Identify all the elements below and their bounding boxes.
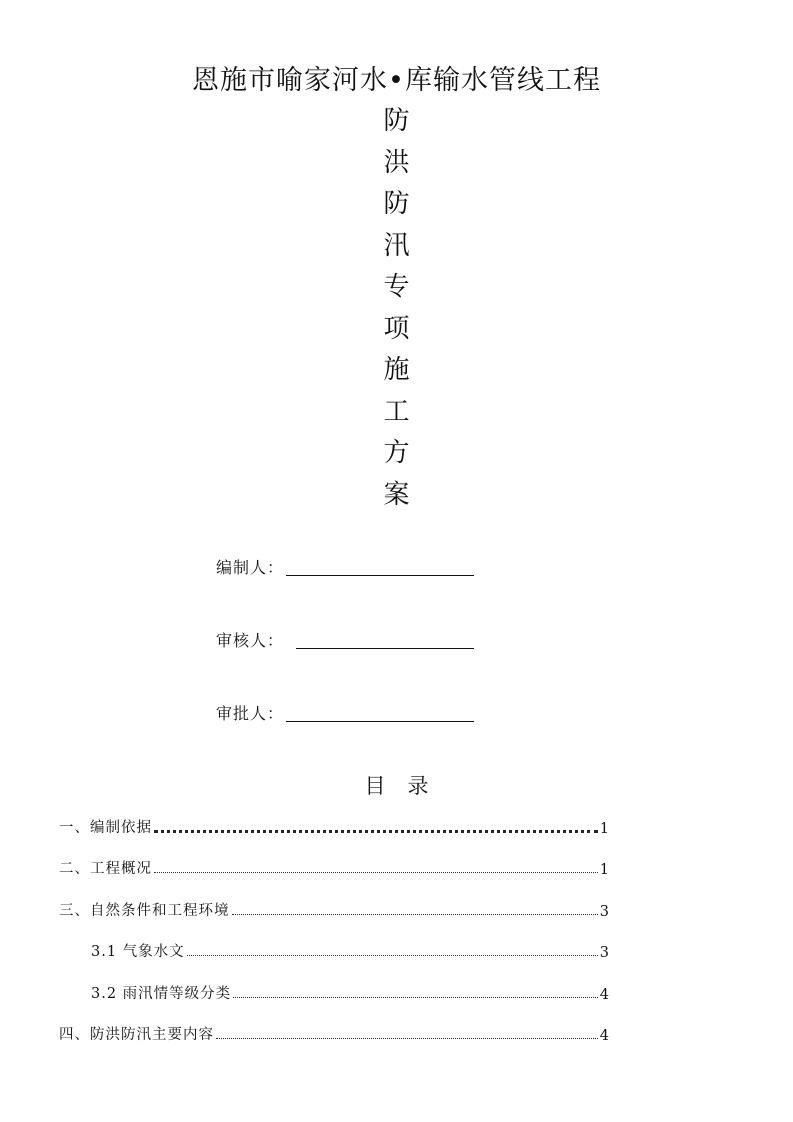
approver-label: 审批人：	[216, 704, 285, 723]
toc-leader	[154, 872, 598, 873]
document-title	[0, 101, 793, 516]
title-char: 案	[383, 479, 410, 510]
toc-heading	[0, 770, 793, 800]
title-char: 项	[383, 313, 410, 344]
compiler-signature-row	[216, 554, 474, 578]
approver-signature-row	[216, 700, 474, 724]
approver-signature-line	[286, 720, 474, 722]
title-char: 工	[383, 396, 410, 427]
toc-entry-page: 3	[599, 945, 609, 961]
reviewer-signature-row	[216, 627, 474, 651]
title-char: 汛	[383, 230, 410, 261]
title-char: 防	[383, 189, 410, 219]
toc-entry-label: 3.2 雨汛情等级分类	[91, 986, 232, 1002]
toc-entry[interactable]	[59, 1022, 609, 1044]
reviewer-signature-line	[296, 647, 474, 649]
toc-leader	[216, 1038, 598, 1039]
toc-entry-label: 四、防洪防汛主要内容	[59, 1027, 214, 1043]
toc-entry-page: 1	[599, 862, 609, 878]
toc-entry[interactable]	[59, 898, 609, 920]
toc-entry-label: 3.1 气象水文	[91, 944, 185, 960]
toc-leader	[232, 914, 598, 915]
toc-heading-right: 录	[407, 774, 429, 798]
title-char: 洪	[383, 147, 410, 178]
toc-entry-label: 二、工程概况	[59, 861, 152, 877]
compiler-label: 编制人：	[216, 558, 285, 577]
toc-entry-label: 一、编制依据	[59, 820, 152, 836]
toc-entry[interactable]	[91, 981, 609, 1003]
toc-entry-label: 三、自然条件和工程环境	[59, 903, 230, 919]
toc-leader	[187, 955, 598, 956]
title-char: 专	[383, 272, 410, 302]
toc-entry-page: 4	[599, 1028, 609, 1044]
compiler-signature-line	[286, 574, 474, 576]
title-char: 防	[383, 106, 410, 136]
toc-entry[interactable]	[59, 856, 609, 878]
project-title: 恩施市喻家河水•库输水管线工程	[192, 65, 601, 96]
toc-leader	[154, 830, 598, 833]
toc-heading-left: 目	[364, 774, 386, 798]
toc-leader	[233, 997, 598, 998]
title-char: 施	[383, 355, 410, 385]
toc-entry-page: 3	[599, 904, 609, 920]
toc-entry[interactable]	[91, 939, 609, 961]
toc-entry-page: 4	[599, 987, 609, 1003]
title-char: 方	[383, 438, 410, 468]
toc-entry[interactable]	[59, 815, 609, 837]
toc-entry-page: 1	[599, 821, 609, 837]
reviewer-label: 审核人：	[216, 631, 285, 650]
